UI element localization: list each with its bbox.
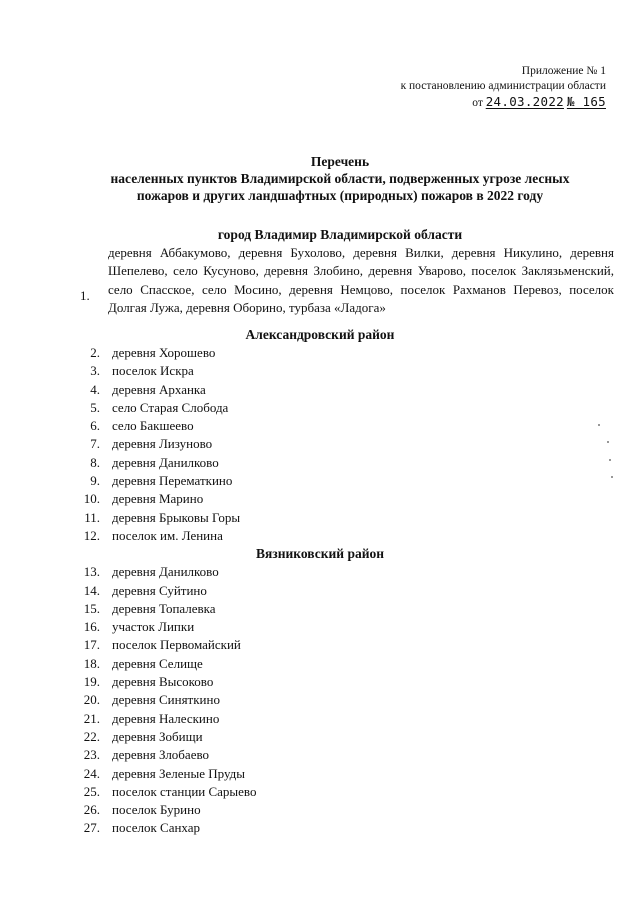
- section-heading: город Владимир Владимирской области: [217, 227, 463, 242]
- appendix-date: 24.03.2022: [485, 94, 564, 109]
- list-item: [0, 691, 640, 709]
- item-settlement: деревня Зобищи: [112, 728, 203, 744]
- item-settlement: поселок Санхар: [112, 820, 201, 836]
- item-number: 20.: [83, 692, 100, 708]
- item-settlement: участок Липки: [112, 619, 195, 635]
- section-heading: Александровский район: [245, 327, 395, 342]
- list-item: [0, 509, 640, 527]
- item-settlement: деревня Лизуново: [112, 436, 213, 452]
- item-number: 22.: [83, 728, 100, 744]
- item-settlement: деревня Топалевка: [112, 600, 216, 616]
- item-settlement: поселок Искра: [112, 363, 194, 379]
- item-number: 24.: [83, 765, 100, 781]
- item-settlement: деревня Арханка: [112, 381, 206, 397]
- appendix-date-line: [346, 94, 606, 111]
- item-number: 16.: [83, 619, 100, 635]
- item-settlement: деревня Селище: [112, 655, 203, 671]
- title-line-3: пожаров и других ландшафтных (природных) пожаров в 2022 году: [136, 188, 544, 203]
- item-settlement: деревня Синяткино: [112, 692, 220, 708]
- item-settlement: деревня Брыковы Горы: [112, 509, 241, 525]
- item-number: 14.: [83, 582, 100, 598]
- appendix-header: [346, 64, 606, 111]
- item-number: 8.: [90, 454, 100, 470]
- item-settlement: деревня Хорошево: [112, 345, 216, 360]
- appendix-number: Приложение № 1: [521, 65, 606, 77]
- list-item: [0, 636, 640, 654]
- list-item: [0, 399, 640, 417]
- item-number: 5.: [90, 399, 100, 415]
- item-number: 1.: [80, 288, 90, 303]
- item-number: 2.: [90, 345, 100, 360]
- item-settlement: поселок Первомайский: [112, 637, 241, 653]
- list-item: [0, 746, 640, 764]
- item-settlement: деревня Марино: [112, 491, 204, 507]
- item-number: 13.: [83, 564, 100, 580]
- item-settlement: деревня Суйтино: [112, 582, 207, 598]
- item-number: 21.: [83, 710, 100, 726]
- appendix-date-prefix: от: [472, 97, 483, 109]
- item-settlement: село Старая Слобода: [112, 399, 229, 415]
- item-number: 27.: [83, 820, 100, 836]
- list-item: [0, 728, 640, 746]
- item-number: 19.: [83, 674, 100, 690]
- item-number: 17.: [83, 637, 100, 653]
- item-settlement: деревня Злобаево: [112, 747, 210, 763]
- list-item: [0, 673, 640, 691]
- list-item: [0, 244, 640, 326]
- item-number: 4.: [90, 381, 100, 397]
- item-settlement: деревня Высоково: [112, 674, 214, 690]
- item-settlement: деревня Налескино: [112, 710, 220, 726]
- list-item: [0, 381, 640, 399]
- item-number: 15.: [83, 600, 100, 616]
- list-item: [0, 801, 640, 819]
- list-item: [0, 819, 640, 837]
- list-item: [0, 362, 640, 380]
- item-settlement: село Бакшеево: [112, 418, 194, 434]
- list-item: [0, 435, 640, 453]
- title-line-1: Перечень: [310, 154, 370, 169]
- item-number: 26.: [83, 802, 100, 818]
- item-number: 25.: [83, 783, 100, 799]
- list-item: [0, 454, 640, 472]
- item-number: 11.: [84, 509, 100, 525]
- scan-speck: [609, 459, 611, 461]
- list-item: [0, 527, 640, 545]
- appendix-decree-number: № 165: [566, 94, 606, 109]
- item-settlement: поселок Бурино: [112, 802, 201, 818]
- list-item: [0, 655, 640, 673]
- item-settlement: поселок станции Сарыево: [112, 783, 257, 799]
- list-item: [0, 417, 640, 435]
- scan-speck: [607, 441, 609, 443]
- section-heading: Вязниковский район: [255, 546, 385, 562]
- list-item: [0, 490, 640, 508]
- document-title: [70, 153, 610, 204]
- item-number: 18.: [83, 655, 100, 671]
- list-item: [0, 563, 640, 581]
- item-number: 7.: [90, 436, 100, 452]
- scan-speck: [598, 424, 600, 426]
- list-item: [0, 344, 640, 362]
- item-number: 3.: [90, 363, 100, 379]
- settlements-list: [0, 226, 640, 838]
- appendix-decree-reference: к постановлению администрации области: [400, 80, 606, 92]
- item-number: 9.: [90, 473, 100, 489]
- list-item: [0, 582, 640, 600]
- list-item: [0, 618, 640, 636]
- item-settlement: деревня Зеленые Пруды: [112, 765, 245, 781]
- list-item: [0, 600, 640, 618]
- item-number: 6.: [90, 418, 100, 434]
- item-settlement: деревня Перематкино: [112, 473, 233, 489]
- item-settlement: деревня Данилково: [112, 564, 219, 580]
- item-settlement: деревня Аббакумово, деревня Бухолово, деревня Вилки, деревня Никулино, деревня Шепелево, село Кусуново, деревня Злобино, деревня Уварово, поселок Заклязьменский, село Спасское, село Мосино, деревня Немцово, поселок Рахманов Перевоз, поселок Долгая Лужа, деревня Оборино, турбаза «Ладога»: [108, 245, 614, 316]
- item-settlement: деревня Данилково: [112, 454, 219, 470]
- scan-speck: [611, 476, 613, 478]
- list-item: [0, 710, 640, 728]
- list-item: [0, 472, 640, 490]
- list-item: [0, 783, 640, 801]
- item-number: 12.: [83, 527, 100, 543]
- item-settlement: поселок им. Ленина: [112, 527, 223, 543]
- item-number: 10.: [83, 491, 100, 507]
- item-number: 23.: [83, 747, 100, 763]
- title-line-2: населенных пунктов Владимирской области, подверженных угрозе лесных: [110, 171, 570, 186]
- list-item: [0, 765, 640, 783]
